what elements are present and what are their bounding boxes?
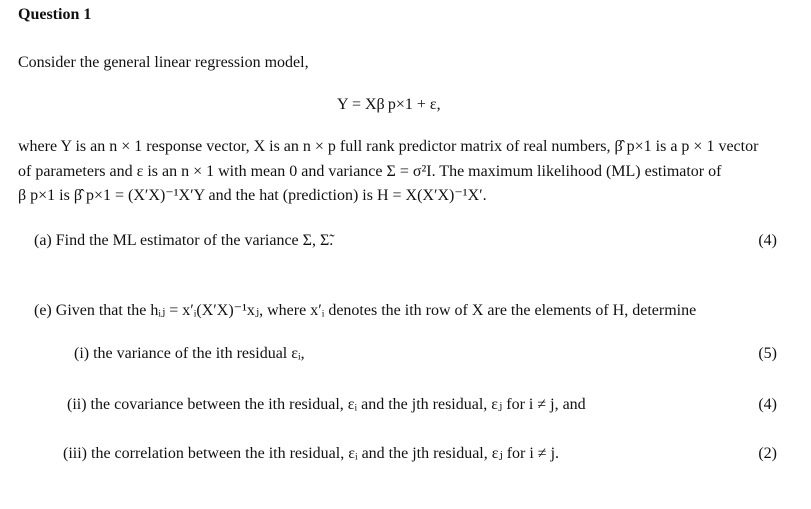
item-ii: (ii) the covariance between the ith residual, εᵢ and the jth residual, εⱼ for i ≠ j, and [67,396,586,413]
regression-equation: Y = Xβ p×1 + ε, [337,96,441,113]
paragraph-line-3: β p×1 is β̂ p×1 = (X′X)⁻¹X′Y and the hat (prediction) is H = X(X′X)⁻¹X′. [18,187,487,204]
intro-text: Consider the general linear regression model, [18,54,309,71]
item-e: (e) Given that the hᵢⱼ = x′ᵢ(X′X)⁻¹xⱼ, where x′ᵢ denotes the ith row of X are the elements of H, determine [34,302,697,319]
item-ii-marks: (4) [758,396,777,413]
question-heading: Question 1 [18,6,92,23]
item-a-marks: (4) [758,232,777,249]
paragraph-line-1: where Y is an n × 1 response vector, X is an n × p full rank predictor matrix of real numbers, β̂ p×1 is a p × 1 vector [18,138,759,155]
paragraph-line-2: of parameters and ε is an n × 1 with mean 0 and variance Σ = σ²I. The maximum likelihood (ML) estimator of [18,163,722,180]
item-i: (i) the variance of the ith residual εᵢ, [74,345,305,362]
item-iii-marks: (2) [758,445,777,462]
item-i-marks: (5) [758,345,777,362]
item-iii: (iii) the correlation between the ith residual, εᵢ and the jth residual, εⱼ for i ≠ j. [63,445,560,462]
item-a: (a) Find the ML estimator of the variance Σ, Σ̃. [34,232,334,249]
